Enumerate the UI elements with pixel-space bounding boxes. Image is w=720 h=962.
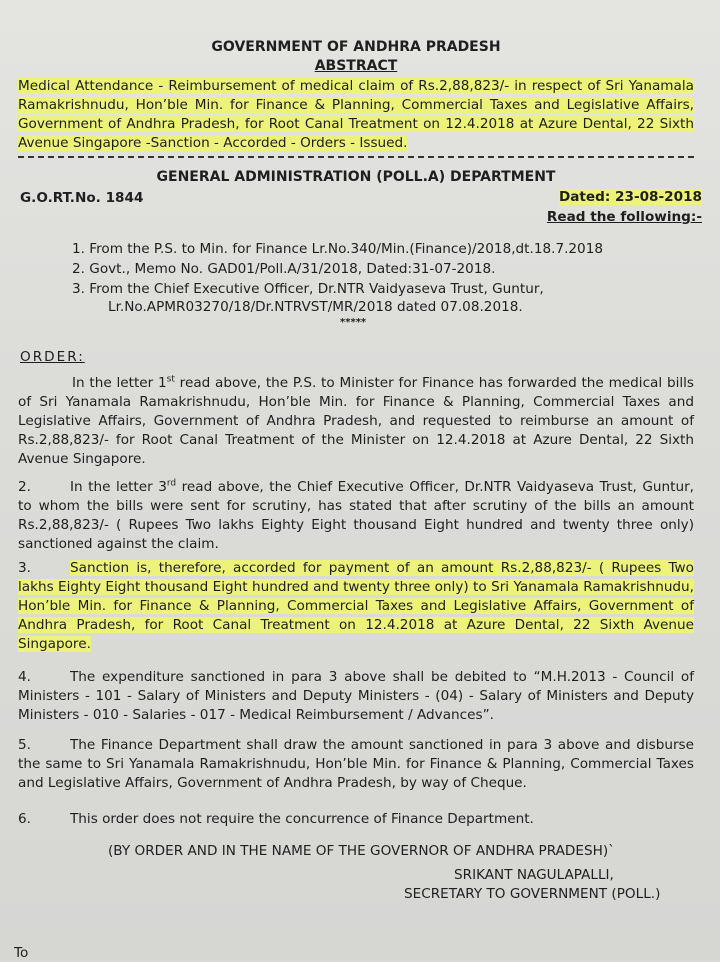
paragraph-4: 4. The expenditure sanctioned in para 3 above shall be debited to “M.H.2013 - Council of Ministers - 101 - Salary of Ministers and Deputy Ministers - (04) - Salary of Ministers and Deputy Ministers - 010 - Salaries - 017 - Medical Reimbursement / Advances”. bbox=[18, 669, 694, 723]
read-the-following: Read the following:- bbox=[546, 209, 702, 225]
divider-line bbox=[18, 156, 694, 158]
paragraph-6: 6. This order does not require the concurrence of Finance Department. bbox=[18, 811, 534, 827]
paragraph-5: 5. The Finance Department shall draw the amount sanctioned in para 3 above and disburse the same to Sri Yanamala Ramakrishnudu, Hon’ble Min. for Finance & Planning, Commercial Taxes and Legislative Affairs, Government of Andhra Pradesh, by way of Cheque. bbox=[18, 737, 694, 791]
paragraph-1: In the letter 1st read above, the P.S. to Minister for Finance has forwarded the medical bills of Sri Yanamala Ramakrishnudu, Hon’ble Min. for Finance & Planning, Commercial Taxes and Legislative Affairs, Government of Andhra Pradesh, and requested to reimburse an amount of Rs.2,88,823/- for Root Canal Treatment of the Minister on 12.4.2018 at Azure Dental, 22 Sixth Avenue Singapore. bbox=[18, 374, 694, 467]
closing-line: (BY ORDER AND IN THE NAME OF THE GOVERNOR OF ANDHRA PRADESH)` bbox=[108, 843, 615, 859]
reference-1: 1. From the P.S. to Min. for Finance Lr.No.340/Min.(Finance)/2018,dt.18.7.2018 bbox=[72, 241, 604, 257]
dated: Dated: 23-08-2018 bbox=[558, 189, 702, 205]
reference-2: 2. Govt., Memo No. GAD01/Poll.A/31/2018, Dated:31-07-2018. bbox=[72, 261, 496, 277]
government-title: GOVERNMENT OF ANDHRA PRADESH bbox=[211, 39, 501, 55]
go-number: G.O.RT.No. 1844 bbox=[20, 190, 144, 206]
paragraph-2: 2. In the letter 3rd read above, the Chief Executive Officer, Dr.NTR Vaidyaseva Trust, Guntur, to whom the bills were sent for scrutiny, has stated that after scrutiny of the bills an amount Rs.2,88,823/- ( Rupees Two lakhs Eighty Eight thousand Eight hundred and twenty three only) sanctioned against the claim. bbox=[18, 478, 694, 552]
stars-separator: ***** bbox=[340, 317, 367, 328]
order-label: ORDER: bbox=[20, 349, 85, 365]
department-title: GENERAL ADMINISTRATION (POLL.A) DEPARTMENT bbox=[156, 169, 556, 185]
paragraph-3: 3. Sanction is, therefore, accorded for payment of an amount Rs.2,88,823/- ( Rupees Two lakhs Eighty Eight thousand Eight hundred and twenty three only) to Sri Yanamala Ramakrishnudu, Hon’ble Min. for Finance & Planning, Commercial Taxes and Legislative Affairs, Government of Andhra Pradesh, for Root Canal Treatment on 12.4.2018 at Azure Dental, 22 Sixth Avenue Singapore. bbox=[18, 560, 694, 652]
abstract-text: Medical Attendance - Reimbursement of medical claim of Rs.2,88,823/- in respect of Sri Yanamala Ramakrishnudu, Hon’ble Min. for Finance & Planning, Commercial Taxes and Legislative Affairs, Government of Andhra Pradesh, for Root Canal Treatment on 12.4.2018 at Azure Dental, 22 Sixth Avenue Singapore -Sanction - Accorded - Orders - Issued. bbox=[18, 78, 694, 151]
signatory-name: SRIKANT NAGULAPALLI, bbox=[454, 867, 614, 883]
to-label: To bbox=[14, 945, 29, 961]
reference-3-continued: Lr.No.APMR03270/18/Dr.NTRVST/MR/2018 dated 07.08.2018. bbox=[108, 299, 523, 315]
abstract-label: ABSTRACT bbox=[314, 58, 398, 74]
reference-3: 3. From the Chief Executive Officer, Dr.NTR Vaidyaseva Trust, Guntur, bbox=[72, 281, 544, 297]
signatory-title: SECRETARY TO GOVERNMENT (POLL.) bbox=[404, 886, 661, 902]
